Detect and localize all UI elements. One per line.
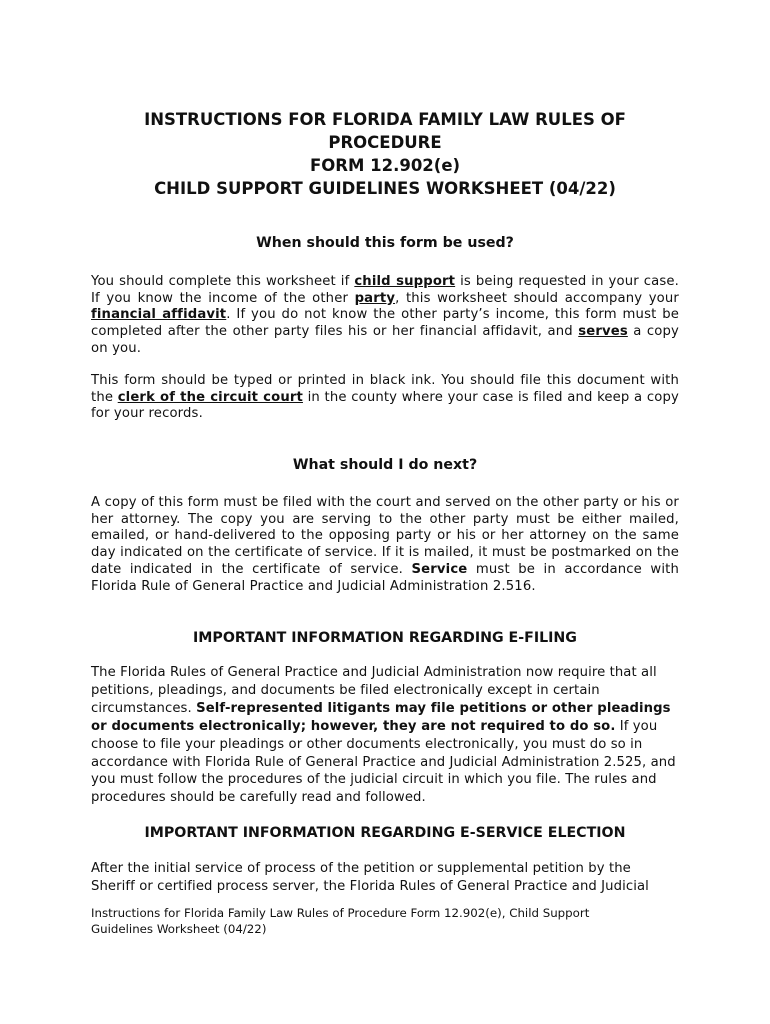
- glossary-link-child-support[interactable]: child support: [354, 274, 456, 289]
- text-run: a copy on you.: [91, 324, 679, 356]
- text-run: You should complete this worksheet if: [91, 274, 355, 289]
- text-run: The Florida Rules of General Practice and Judicial Administration now require that all petitions, pleadings, and documents be filed electronically except in certain circumstances.: [91, 665, 657, 716]
- text-run: If you choose to file your pleadings or other documents electronically, you must do so in accordance with Florida Rule of General Practice and Judicial Administration 2.525, and you must follow the procedures of the judicial circuit in which you file. The rules and procedures should be carefully read and followed.: [91, 718, 676, 806]
- title-line-4: CHILD SUPPORT GUIDELINES WORKSHEET (04/22): [154, 179, 616, 198]
- glossary-link-clerk-of-circuit-court[interactable]: clerk of the circuit court: [117, 389, 303, 405]
- page-footer: [91, 906, 679, 937]
- text-run: in the county where your case is filed and keep a copy for your records.: [91, 389, 679, 422]
- glossary-link-financial-affidavit[interactable]: financial affidavit: [91, 307, 227, 323]
- section-heading-eservice: IMPORTANT INFORMATION REGARDING E-SERVICE ELECTION: [144, 825, 626, 841]
- paragraph-ink-instructions: [91, 373, 679, 423]
- glossary-link-party[interactable]: party: [354, 290, 396, 306]
- text-run: , this worksheet should accompany your: [395, 290, 679, 306]
- paragraph-eservice: After the initial service of process of the petition or supplemental petition by the Sheriff or certified process server, the Florida Rules of General Practice and Judicial: [91, 861, 649, 894]
- footer-line-1: Instructions for Florida Family Law Rules of Procedure Form 12.902(e), Child Support: [91, 906, 590, 920]
- bold-term-service: Service: [411, 561, 468, 577]
- text-run: must be in accordance with Florida Rule of General Practice and Judicial Administration 2.516.: [91, 561, 679, 594]
- paragraph-when-used: [91, 274, 679, 358]
- title-line-1: INSTRUCTIONS FOR FLORIDA FAMILY LAW RULES OF: [144, 110, 626, 129]
- glossary-link-serves[interactable]: serves: [578, 324, 628, 340]
- footer-line-2: Guidelines Worksheet (04/22): [91, 921, 267, 936]
- text-run: This form should be typed or printed in black ink. You should file this document with the: [91, 373, 679, 405]
- title-line-3: FORM 12.902(e): [309, 156, 461, 175]
- bold-statement-self-represented: Self-represented litigants may file petitions or other pleadings or documents electronically; however, they are not required to do so.: [91, 700, 671, 734]
- section-heading-efiling: IMPORTANT INFORMATION REGARDING E-FILING: [193, 630, 577, 646]
- text-run: is being requested in your case. If you know the income of the other: [91, 274, 679, 306]
- document-title: [91, 108, 679, 200]
- section-heading-next: What should I do next?: [292, 457, 478, 473]
- section-heading-when: When should this form be used?: [256, 235, 514, 251]
- paragraph-efiling: [91, 664, 679, 807]
- title-line-2: PROCEDURE: [328, 133, 442, 152]
- text-run: . If you do not know the other party’s income, this form must be completed after the other party files his or her financial affidavit, and: [91, 307, 679, 340]
- text-run: A copy of this form must be filed with the court and served on the other party or his or her attorney. The copy you are serving to the other party must be either mailed, emailed, or hand-delivered to the opposing party or his or her attorney on the same day indicated on the certificate of service. If it is mailed, it must be postmarked on the date indicated in the certificate of service.: [91, 495, 679, 577]
- paragraph-next-steps: [91, 495, 679, 595]
